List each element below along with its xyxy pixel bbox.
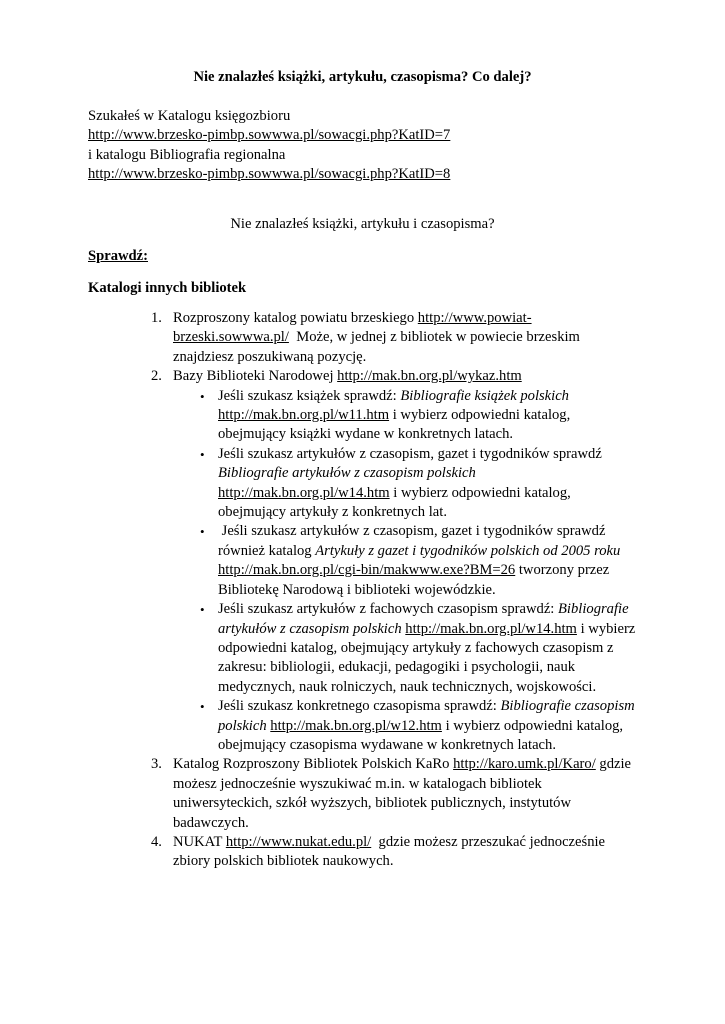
item-number: 2. bbox=[151, 368, 162, 385]
bullet-text: obejmujący czasopisma wydawane w konkretnych latach. bbox=[218, 736, 556, 753]
bullet-text: obejmujący książki wydane w konkretnych latach. bbox=[218, 426, 514, 443]
bullet-text: tworzony przez bbox=[515, 562, 610, 579]
bullet-text: Jeśli szukasz książek sprawdź: bbox=[218, 387, 401, 404]
item-text: badawczych. bbox=[173, 814, 249, 831]
bullet-title: Bibliografie czasopism bbox=[500, 698, 635, 715]
item-text: Bazy Biblioteki Narodowej bbox=[173, 368, 338, 385]
bullet-text: Jeśli szukasz artykułów z fachowych czasopism sprawdź: bbox=[218, 601, 559, 618]
subtitle: Nie znalazłeś książki, artykułu i czasopisma? bbox=[230, 216, 495, 232]
item-text: znajdziesz poszukiwaną pozycję. bbox=[173, 348, 367, 365]
w11-link[interactable]: http://mak.bn.org.pl/w11.htm bbox=[218, 407, 390, 424]
item-text: Katalog Rozproszony Bibliotek Polskich KaRo bbox=[173, 756, 454, 773]
bullet-text: Jeśli szukasz konkretnego czasopisma sprawdź: bbox=[218, 698, 501, 715]
bullet-item bbox=[173, 522, 651, 600]
nukat-link[interactable]: http://www.nukat.edu.pl/ bbox=[225, 833, 372, 850]
bullet-text: i wybierz odpowiedni katalog, bbox=[389, 484, 571, 501]
bullet-text: Jeśli szukasz artykułów z czasopism, gazet i tygodników sprawdź bbox=[218, 445, 602, 462]
powiat-link-cont[interactable]: brzeski.sowwwa.pl/ bbox=[173, 329, 289, 346]
bullet-item bbox=[173, 697, 651, 755]
bn-wykaz-link[interactable]: http://mak.bn.org.pl/wykaz.htm bbox=[337, 368, 522, 385]
bullet-text: Jeśli szukasz artykułów z czasopism, gazet i tygodników sprawdź bbox=[218, 523, 606, 540]
item-text: Rozproszony katalog powiatu brzeskiego bbox=[173, 310, 418, 326]
bullet-text: zakresu: bibliologii, edukacji, pedagogiki i psychologii, nauk bbox=[218, 659, 576, 676]
item-number: 3. bbox=[151, 756, 162, 773]
item-text: zbiory polskich bibliotek naukowych. bbox=[173, 853, 394, 870]
powiat-link[interactable]: http://www.powiat- bbox=[417, 310, 532, 326]
bn-bullet-list bbox=[173, 387, 651, 756]
intro-text-bibliography: i katalogu Bibliografia regionalna bbox=[88, 146, 286, 163]
bullet-title: polskich bbox=[218, 717, 267, 734]
intro-block bbox=[88, 107, 450, 185]
bibliography-link[interactable]: http://www.brzesko-pimbp.sowwwa.pl/sowacgi.php?KatID=8 bbox=[88, 166, 451, 183]
intro-text-catalog: Szukałeś w Katalogu księgozbioru bbox=[88, 108, 291, 124]
check-heading: Sprawdź: bbox=[88, 248, 148, 264]
bullet-text: i wybierz odpowiedni katalog, bbox=[389, 407, 571, 424]
bullet-text: odpowiedni katalog, obejmujący artykuły z fachowych czasopism z bbox=[218, 639, 614, 656]
catalog-list bbox=[151, 309, 651, 872]
bullet-title: Bibliografie bbox=[558, 601, 629, 618]
bullet-item bbox=[173, 387, 651, 445]
item-text: gdzie bbox=[595, 756, 632, 773]
bullet-text: i wybierz odpowiedni katalog, bbox=[441, 717, 624, 734]
bullet-text: Bibliotekę Narodową i biblioteki wojewódzkie. bbox=[218, 581, 496, 598]
bullet-text: również katalog bbox=[218, 542, 316, 559]
item-number: 4. bbox=[151, 833, 162, 850]
item-text: możesz jednocześnie wyszukiwać m.in. w katalogach bibliotek bbox=[173, 775, 542, 792]
list-item bbox=[151, 367, 651, 755]
bullet-text: obejmujący artykuły z konkretnych lat. bbox=[218, 504, 447, 521]
w12-link[interactable]: http://mak.bn.org.pl/w12.htm bbox=[270, 717, 442, 734]
bullet-icon: • bbox=[200, 524, 205, 540]
list-item bbox=[151, 833, 651, 872]
item-number: 1. bbox=[151, 310, 162, 326]
list-item bbox=[151, 309, 651, 367]
list-item bbox=[151, 755, 651, 833]
item-text: NUKAT bbox=[173, 833, 226, 850]
bullet-item bbox=[173, 600, 651, 697]
bullet-item bbox=[173, 445, 651, 523]
item-text: Może, w jednej z bibliotek w powiecie brzeskim bbox=[288, 329, 580, 346]
w14-link[interactable]: http://mak.bn.org.pl/w14.htm bbox=[405, 620, 577, 637]
page-title: Nie znalazłeś książki, artykułu, czasopisma? Co dalej? bbox=[193, 69, 532, 85]
bullet-icon: • bbox=[200, 602, 205, 618]
item-text: uniwersyteckich, szkół wyższych, bibliotek publicznych, instytutów bbox=[173, 795, 572, 812]
bullet-title: Bibliografie artykułów z czasopism polskich bbox=[218, 465, 476, 482]
bullet-title: Artykuły z gazet i tygodników polskich od 2005 roku bbox=[315, 542, 621, 559]
bullet-text: medycznych, nauk rolniczych, nauk technicznych, wojskowości. bbox=[218, 678, 597, 695]
bullet-text: i wybierz bbox=[576, 620, 636, 637]
catalog-link[interactable]: http://www.brzesko-pimbp.sowwwa.pl/sowacgi.php?KatID=7 bbox=[88, 127, 451, 144]
bullet-icon: • bbox=[200, 388, 205, 404]
section-heading: Katalogi innych bibliotek bbox=[88, 280, 247, 296]
bullet-icon: • bbox=[200, 699, 205, 715]
w14-link[interactable]: http://mak.bn.org.pl/w14.htm bbox=[218, 484, 390, 501]
item-text: gdzie możesz przeszukać jednocześnie bbox=[371, 833, 606, 850]
bullet-title: Bibliografie książek polskich bbox=[400, 387, 569, 404]
makwww-link[interactable]: http://mak.bn.org.pl/cgi-bin/makwww.exe?BM=26 bbox=[218, 562, 516, 579]
bullet-title: artykułów z czasopism polskich bbox=[218, 620, 402, 637]
bullet-icon: • bbox=[200, 446, 205, 462]
karo-link[interactable]: http://karo.umk.pl/Karo/ bbox=[453, 756, 596, 773]
